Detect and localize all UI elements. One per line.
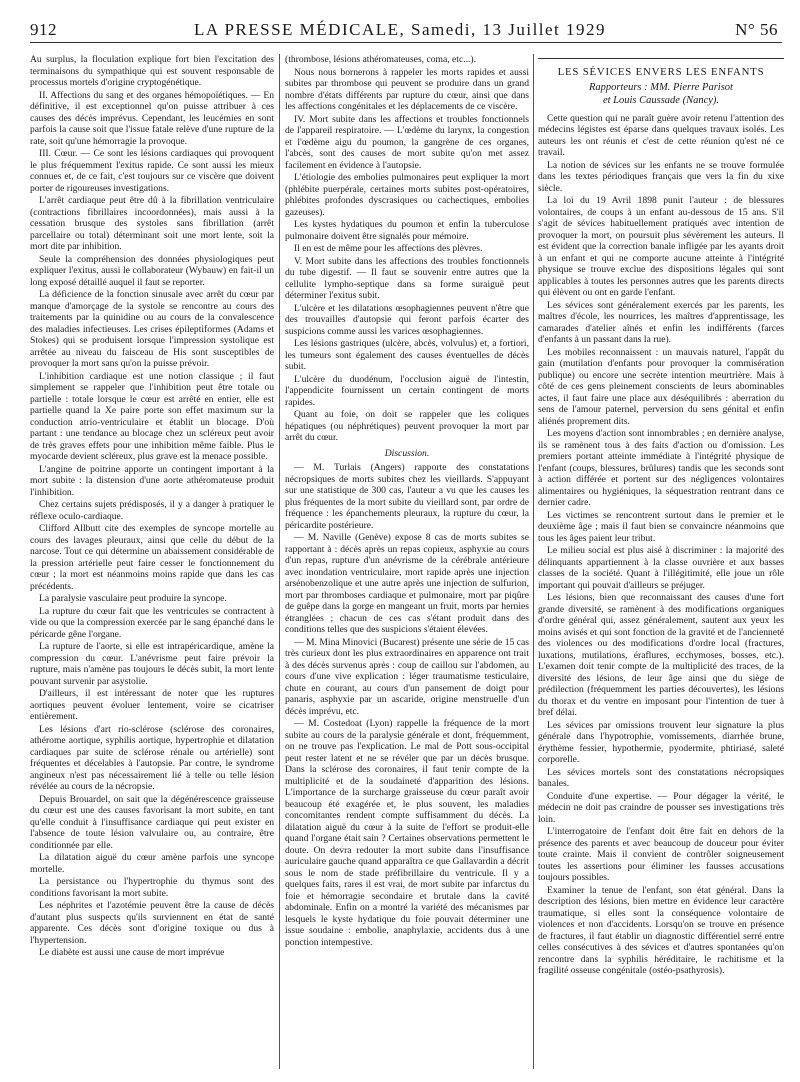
column-right [538,54,784,1068]
paragraph: L'ulcère du duodénum, l'occlusion aiguë de l'intestin, l'appendicite fournissent un certain contingent de morts rapides. [285,373,529,408]
paragraph: Depuis Brouardel, on sait que la dégénérescence graisseuse du cœur est une des causes favorisant la mort subite, en tant qu'elle conduit à l'insuffisance cardiaque qui peut exister en l'absence de toute lésion valvulaire ou, au contraire, être conditionnée par elle. [30,793,274,851]
paragraph: Examiner la tenue de l'enfant, son état général. Dans la description des lésions, bien mettre en évidence leur caractère traumatique, si elles sont la conséquence volontaire de violences et non d'accidents. Lorsqu'on se trouve en présence de fractures, il faut établir un diagnostic différentiel serré entre celles consécutives à des sévices et d'autres spontanées qu'on rencontre dans la syphilis héréditaire, le rachitisme et la fragilité osseuse congénitale (ostéo-psathyrosis). [538,884,784,976]
paragraph: Les moyens d'action sont innombrables ; en dernière analyse, ils se ramènent tous à des faits d'action ou d'omission. Les premiers portant atteinte immédiate à l'intégrité physique de l'enfant (coups, blessures, brûlures) tandis que les seconds sont à action différée et portent sur des négligences volontaires alimentaires ou hygiéniques, la séquestration rentrant dans ce dernier cadre. [538,428,784,508]
section-paragraph: V. Mort subite dans les affections des troubles fonctionnels du tube digestif. — Il faut se souvenir entre autres que la cellulite lympho-septique dans sa forme suraiguë peut déterminer l'exitus subit. [285,255,529,301]
paragraph: L'inhibition cardiaque est une notion classique ; il faut simplement se rappeler que l'inhibition peut être totale ou partielle : totale lorsque le cœur est arrêté en entier, elle est partielle quand la Xe paire porte son effet maximum sur la conduction atrio-ventriculaire et établit un blocage. D'où partant : une tendance au blocage chez un scléreux peut avoir de très graves effets pour une inhibition même faible. Plus le myocarde devient scléreux, plus grave est la menace possible. [30,370,274,462]
column-divider [279,54,280,1069]
section-rule [538,58,784,59]
paragraph: La persistance ou l'hypertrophie du thymus sont des conditions favorisant la mort subite. [30,876,274,899]
paragraph: La dilatation aiguë du cœur amène parfois une syncope mortelle. [30,852,274,875]
paragraph: Le milieu social est plus aisé à discriminer : la majorité des délinquants appartiennent à la classe ouvrière et aux basses classes de la société. Quant à l'illégitimité, elle joue un rôle important qui pouvait d'ailleurs se préjuger. [538,545,784,591]
header-rule [30,42,782,43]
journal-title: LA PRESSE MÉDICALE, Samedi, 13 Juillet 1929 [193,20,607,39]
paragraph: (thrombose, lésions athéromateuses, coma, etc...). [285,54,477,65]
paragraph: — M. Turlais (Angers) rapporte des constatations nécropsiques de morts subites chez les vieillards. S'appuyant sur une statistique de 300 cas, l'auteur a vu que les causes les plus fréquentes de la mort subite du vieillard sont, par ordre de fréquence : les épanchements pleuraux, la rupture du cœur, la péricardite postérieure. [285,462,529,531]
paragraph: Les sévices par omissions trouvent leur signature la plus générale dans l'hypotrophie, vomissements, diarrhée brune, érythème fessier, hypothermie, pyodermite, phtiriasé, saleté corporelle. [538,719,784,765]
paragraph: Clifford Allbutt cite des exemples de syncope mortelle au cours des lavages pleuraux, ainsi que celle du début de la narcose. Tout ce qui détermine un abaissement considérable de la pression artérielle peut faire cesser le fonctionnement du cœur ; la mort est néanmoins moins rapide que dans les cas précédents. [30,523,274,592]
paragraph: Quant au foie, on doit se rappeler que les coliques hépatiques (ou néphrétiques) peuvent provoquer la mort par arrêt du cœur. [285,409,529,443]
rapporteurs: Rapporteurs : MM. Pierre Parisot [589,81,733,93]
paragraph: — M. Naville (Genève) expose 8 cas de morts subites se rapportant à : décès après un repas copieux, asphyxie au cours d'un repas, rupture d'un anévrisme de la cérébrale antérieure avec inondation ventriculaire, mort rapide après une injection arsénobenzolique et une autre après une injection de sulfurion, mort par thromboses cardiaque et pulmonaire, mort par piqûre de guêpe dans la gorge en mangeant un fruit, morts par hernies étranglées ; chacun de ces cas s'étant produit dans des conditions telles que des suspicions s'étaient élevées. [285,532,529,635]
paragraph: La rupture du cœur fait que les ventricules se contractent à vide ou que la compression exercée par le sang épanché dans le péricarde gêne l'organe. [30,605,274,640]
paragraph: Au surplus, la floculation explique fort bien l'excitation des terminaisons du sympathique qui est souvent responsable de processus mortels d'origine cryptogénétique. [30,54,274,88]
column-left [30,54,274,1068]
paragraph: La déficience de la fonction sinusale avec arrêt du cœur par manque d'amorçage de la systole se rencontre au cours des traitements par la quinidine ou au cours de la convalescence des maladies infectieuses. Les crises épileptiformes (Adams et Stokes) qui se produisent lorsque l'impression systolique est arrêtée au niveau du faisceau de His sont susceptibles de provoquer la mort sans qu'on la puisse prévoir. [30,289,274,369]
page-number: 912 [30,20,57,39]
paragraph: L'arrêt cardiaque peut être dû à la fibrillation ventriculaire (contractions fibrillaires incoordonnées), mais aussi à la cessation brusque des systoles sans fibrillation (arrêt parcellaire ou total) déterminant soit une mort lente, soit la mort dite par inhibition. [30,195,274,252]
paragraph: Conduite d'une expertise. — Pour dégager la vérité, le médecin ne doit pas craindre de pousser ses investigations très loin. [538,790,784,825]
paragraph: Les victimes se rencontrent surtout dans le premier et le deuxième âge ; mais il faut bien se convaincre néanmoins que tous les âges paient leur tribut. [538,509,784,544]
paragraph: Cette question qui ne paraît guère avoir retenu l'attention des médecins légistes est éparse dans quelques travaux isolés. Les auteurs les ont réunis et c'est de cette réunion qu'est né ce travail. [538,112,784,158]
paragraph: Le diabète est aussi une cause de mort imprévue [39,947,225,958]
issue-number: N° 56 [735,20,778,39]
paragraph: L'interrogatoire de l'enfant doit être fait en dehors de la présence des parents et avec beaucoup de douceur pour éviter toute crainte. Mais il convient de contrôler soigneusement toutes les assertions pour éliminer les fausses accusations toujours possibles. [538,826,784,883]
paragraph: — M. Costedoat (Lyon) rappelle la fréquence de la mort subite au cours de la paralysie générale et dont, fréquemment, on ne trouve pas l'explication. Le mal de Pott sous-occipital peut rester latent et ne se révéler que par un décès brusque. Dans la sclérose des coronaires, il faut tenir compte de la multiplicité et de la soudaineté d'apparition des lésions. L'importance de la surcharge graisseuse du cœur paraît avoir beaucoup été exagérée et, le plus souvent, les maladies concomitantes rendent compte suffisamment du décès. La dilatation aiguë du cœur à la suite de l'effort se produit-elle quand l'organe était sain ? Certaines observations permettent le doute. On devra redouter la mort subite dans l'insuffisance auriculaire gauche quand apparaîtra ce que Gallavardin a décrit sous le nom de stade préfibrillaire du ventricule. Il y a quelques faits, rares il est vrai, de mort subite par infarctus du foie et hémorragie secondaire et brutale dans la cavité abdominale. Enfin on a montré la variété des mécanismes par lesquels le kyste hydatique du foie pouvait déterminer une issue soudaine : embolie, anaphylaxie, accidents dus à une ponction intempestive. [285,718,529,948]
paragraph: II. Affections du sang et des organes hémopoïétiques. — En définitive, il est exceptionnel qu'on puisse attribuer à ces causes des décès imprévus. Cependant, les leucémies en sont parfois la cause soit que l'issue fatale relève d'une rupture de la rate, soit qu'une hémorragie la provoque. [30,89,274,147]
paragraph: La loi du 19 Avril 1898 punit l'auteur : de blessures volontaires, de coups à un enfant au-dessous de 15 ans. S'il s'agit de sévices habituellement pratiqués avec intention de provoquer la mort, on poursuit plus sévèrement les auteurs. Il est évident que la correction banale infligée par les ayants droit à un enfant et qui ne comporte aucune atteinte à l'intégrité physique se trouve exclue des dispositions légales qui sont applicables à toutes les personnes autres que les parents directs qui élèvent ou ont en garde l'enfant. [538,195,784,298]
rapporteurs-line2: et Louis Caussade (Nancy). [602,95,720,106]
paragraph: Seule la compréhension des données physiologiques peut expliquer l'exitus, aussi le collaborateur (Wybauw) en fait-il un long exposé détaillé auquel il faut se reporter. [30,253,274,288]
page-header [0,0,800,42]
discussion-heading: Discussion. [384,447,430,459]
paragraph: Chez certains sujets prédisposés, il y a danger à pratiquer le réflexe oculo-cardiaque. [30,499,274,522]
section-paragraph: IV. Mort subite dans les affections et troubles fonctionnels de l'appareil respiratoire. — L'œdème du larynx, la congestion et l'œdème aigu du poumon, la gangrène de ces organes, l'abcès, sont des causes de mort subite qu'on met assez facilement en évidence à l'autopsie. [285,113,529,171]
paragraph: L'étiologie des embolies pulmonaires peut expliquer la mort (phlébite puerpérale, certaines morts subites post-opératoires, phlébites profondes dyscrasiques ou cachectiques, embolies gazeuses). [285,172,529,218]
paragraph: Les sévices sont généralement exercés par les parents, les maîtres d'école, les nourrices, les maîtres d'apprentissage, les camarades d'atelier aînés et enfin les indifférents (farces d'enfants à un passant dans la rue). [538,299,784,345]
paragraph: La notion de sévices sur les enfants ne se trouve formulée dans les textes périodiques français que vers la fin du xixe siècle. [538,159,784,194]
paragraph: La paralysie vasculaire peut produire la syncope. [39,593,227,604]
paragraph: D'ailleurs, il est intéressant de noter que les ruptures aortiques peuvent évoluer lentement, voire se cicatriser entièrement. [30,688,274,722]
paragraph: Nous nous bornerons à rappeler les morts rapides et aussi subites par thrombose qui peuvent se produire dans un grand nombre d'états différents par rupture du cœur, ainsi que dans les affections congénitales et les déplacements de ce viscère. [285,66,529,112]
paragraph: — M. Mina Minovici (Bucarest) présente une série de 15 cas très curieux dont les plus extraordinaires en apparence ont trait à des décès survenus après : coup de caillou sur l'abdomen, au cours d'une vive explication : léger traumatisme testiculaire, chute en courant, au cours d'un pansement de doigt pour panaris, asphyxie par un ascaride, origine menstruelle d'un décès imprévu, etc. [285,636,529,717]
paragraph: Les lésions gastriques (ulcère, abcès, volvulus) et, a fortiori, les tumeurs sont également des causes éventuelles de décès subit. [285,338,529,372]
section-title: LES SÉVICES ENVERS LES ENFANTS [557,66,765,78]
paragraph: Il en est de même pour les affections des plèvres. [294,243,483,254]
column-divider [533,54,534,1069]
column-middle [285,54,529,1068]
paragraph: Les lésions d'art rio-sclérose (sclérose des coronaires, athérome aortique, syphilis aortique, hypertrophie et dilatation cardiaques par suite de sclérose rénale ou artérielle) sont fréquentes et décelables à l'autopsie. Par contre, le syndrome angineux n'est pas nécessairement lié à telle ou telle lésion révélée au cours de la nécropsie. [30,723,274,792]
paragraph: Les mobiles reconnaissent : un mauvais naturel, l'appât du gain (mutilation d'enfants pour provoquer la commisération publique) ou encore une secrète intention meurtrière. Mais à côté de ces gens pleinement conscients de leurs abominables actes, il faut faire une place aux déséquilibrés : aberration du sens de l'amour paternel, perversion du sens génital et enfin aliénés proprement dits. [538,346,784,427]
paragraph: III. Cœur. — Ce sont les lésions cardiaques qui provoquent le plus fréquemment l'exitus rapide. Ce sont aussi les mieux connues et, de ce fait, c'est toujours sur ce viscère que doivent porter de rigoureuses investigations. [30,148,274,194]
paragraph: Les sévices mortels sont des constatations nécropsiques banales. [538,766,784,789]
paragraph: L'ulcère et les dilatations œsophagiennes peuvent n'être que des trouvailles d'autopsie qui feront parfois écarter des suspicions comme aussi les varices œsophagiennes. [285,302,529,337]
paragraph: Les kystes hydatiques du poumon et enfin la tuberculose pulmonaire doivent être signalés pour mémoire. [285,219,529,242]
paragraph: Les lésions, bien que reconnaissant des causes d'une fort grande diversité, se ramènent à des modifications organiques d'ordre général qui, assez généralement, sautent aux yeux les moins avisés et qui sont fonction de la gravité et de l'ancienneté des violences ou des modifications d'ordre local (fractures, luxations, mutilations, éraflures, ecchymoses, bosses, etc.). L'examen doit tenir compte de la multiplicité des traces, de la diversité des lésions, de leur âge ainsi que du siège de prédilection (fréquemment les parties découvertes), les lésions du thorax et du ventre en imposant pour l'intention de tuer à bref délai. [538,592,784,718]
paragraph: La rupture de l'aorte, si elle est intrapéricardique, amène la compression du cœur. L'anévrisme peut faire prévoir la rupture, mais n'amène pas toujours le décès subit, la mort lente pouvant survenir par asystolie. [30,641,274,687]
paragraph: L'angine de poitrine apporte un contingent important à la mort subite : la distension d'une aorte athéromateuse produit l'inhibition. [30,463,274,498]
paragraph: Les néphrites et l'azotémie peuvent être la cause de décès d'autant plus suspects qu'ils surviennent en état de santé apparente. Ces décès sont d'origine toxique ou dus à l'hypertension. [30,900,274,946]
